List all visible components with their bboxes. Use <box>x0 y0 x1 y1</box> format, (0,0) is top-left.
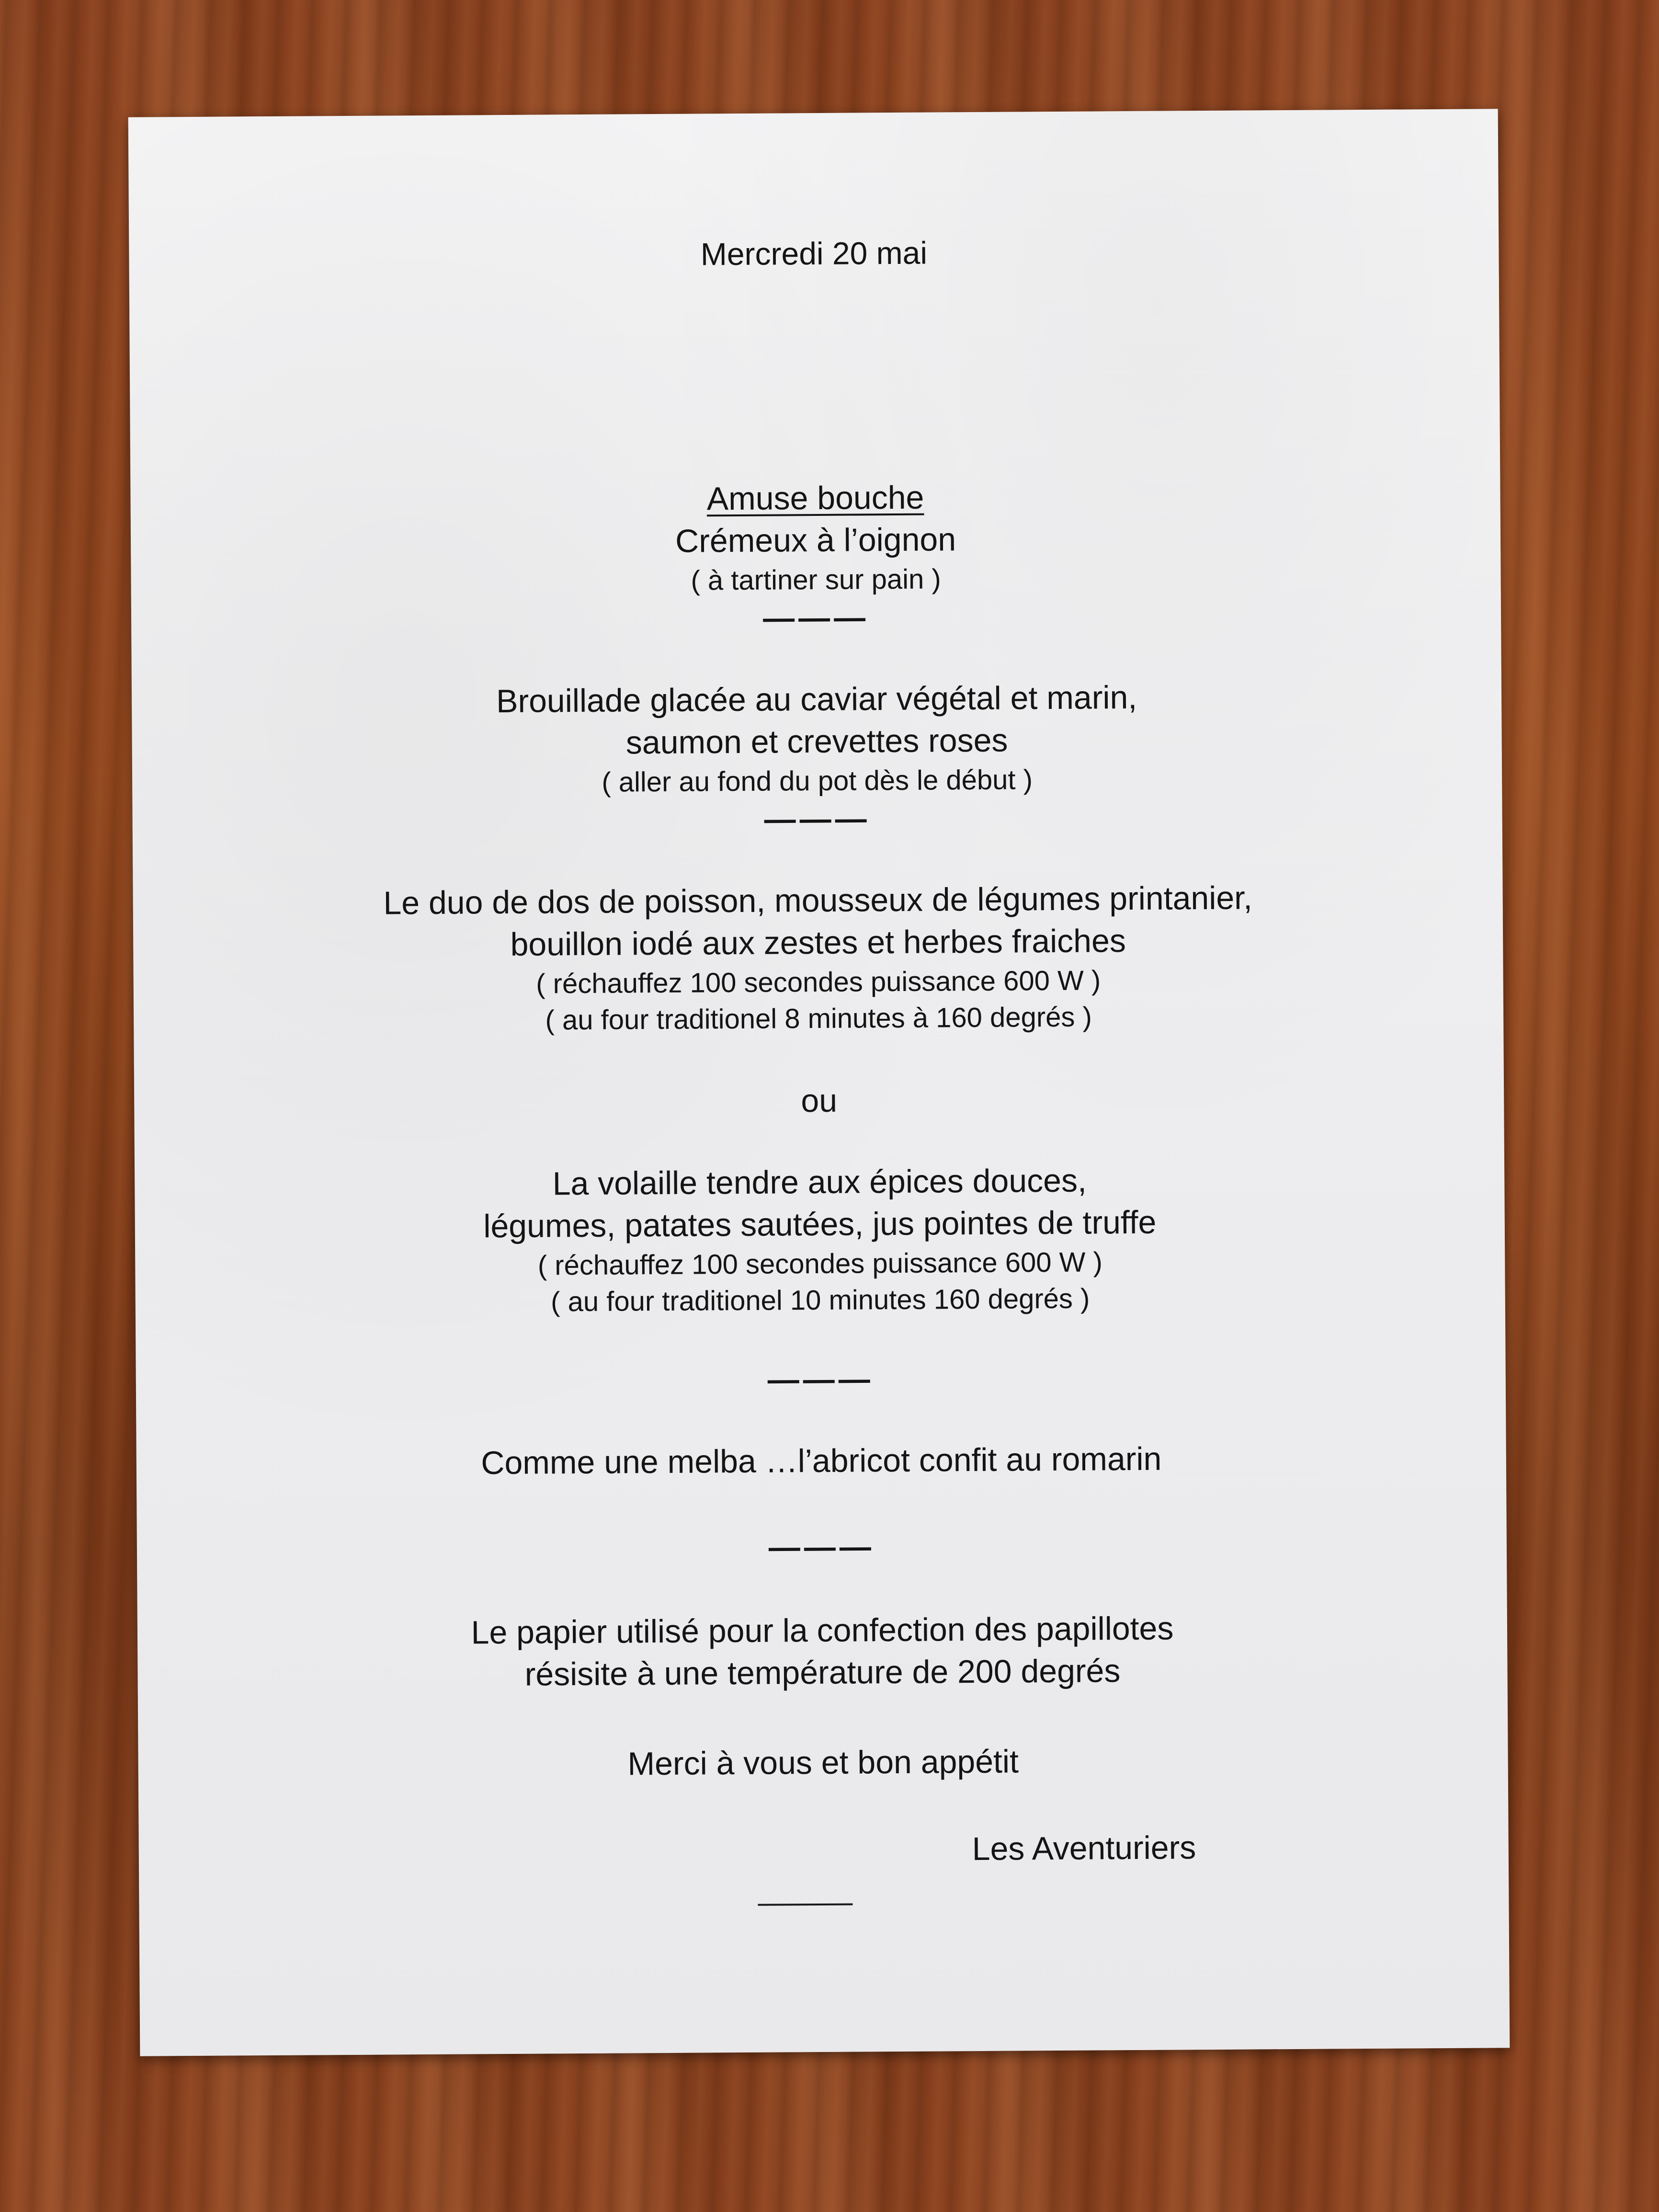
fish-line-1: Le duo de dos de poisson, mousseux de légumes printanier, <box>383 879 1253 922</box>
starter-line-2: saumon et crevettes roses <box>625 722 1008 761</box>
amuse-heading <box>130 478 1500 518</box>
poultry-line-1: La volaille tendre aux épices douces, <box>552 1162 1087 1202</box>
poultry-line-2: légumes, patates sautées, jus pointes de truffe <box>483 1204 1157 1245</box>
amuse-dish: Crémeux à l’oignon <box>675 521 956 559</box>
thanks: Merci à vous et bon appétit <box>627 1743 1019 1782</box>
fish-line-2: bouillon iodé aux zestes et herbes fraiches <box>510 923 1126 963</box>
starter-line-1: Brouillade glacée au caviar végétal et marin, <box>496 679 1137 720</box>
separator-3: ——— <box>767 1361 875 1397</box>
separator-1: ——— <box>762 599 870 636</box>
fish-note-1: ( réchauffez 100 secondes puissance 600 W ) <box>536 965 1101 1000</box>
starter-note: ( aller au fond du pot dès le début ) <box>602 764 1033 798</box>
closing-rule <box>758 1904 852 1906</box>
separator-4: ——— <box>768 1528 875 1565</box>
amuse-note: ( à tartiner sur pain ) <box>691 563 941 596</box>
amuse-heading-text: Amuse bouche <box>706 479 924 517</box>
poultry-note-1: ( réchauffez 100 secondes puissance 600 W ) <box>537 1246 1102 1281</box>
poultry-note-2: ( au four traditionel 10 minutes 160 degrés ) <box>550 1283 1090 1318</box>
signature: Les Aventuriers <box>972 1829 1196 1868</box>
paper-note-line-1: Le papier utilisé pour la confection des papillotes <box>471 1610 1174 1651</box>
separator-2: ——— <box>764 800 871 837</box>
menu-date: Mercredi 20 mai <box>700 235 928 272</box>
fish-note-2: ( au four traditionel 8 minutes à 160 degrés ) <box>545 1001 1092 1036</box>
menu-sheet <box>128 109 1510 2056</box>
or-divider: ou <box>801 1082 838 1119</box>
dessert: Comme une melba …l’abricot confit au romarin <box>481 1440 1162 1482</box>
paper-note-line-2: résisite à une température de 200 degrés <box>524 1653 1121 1693</box>
